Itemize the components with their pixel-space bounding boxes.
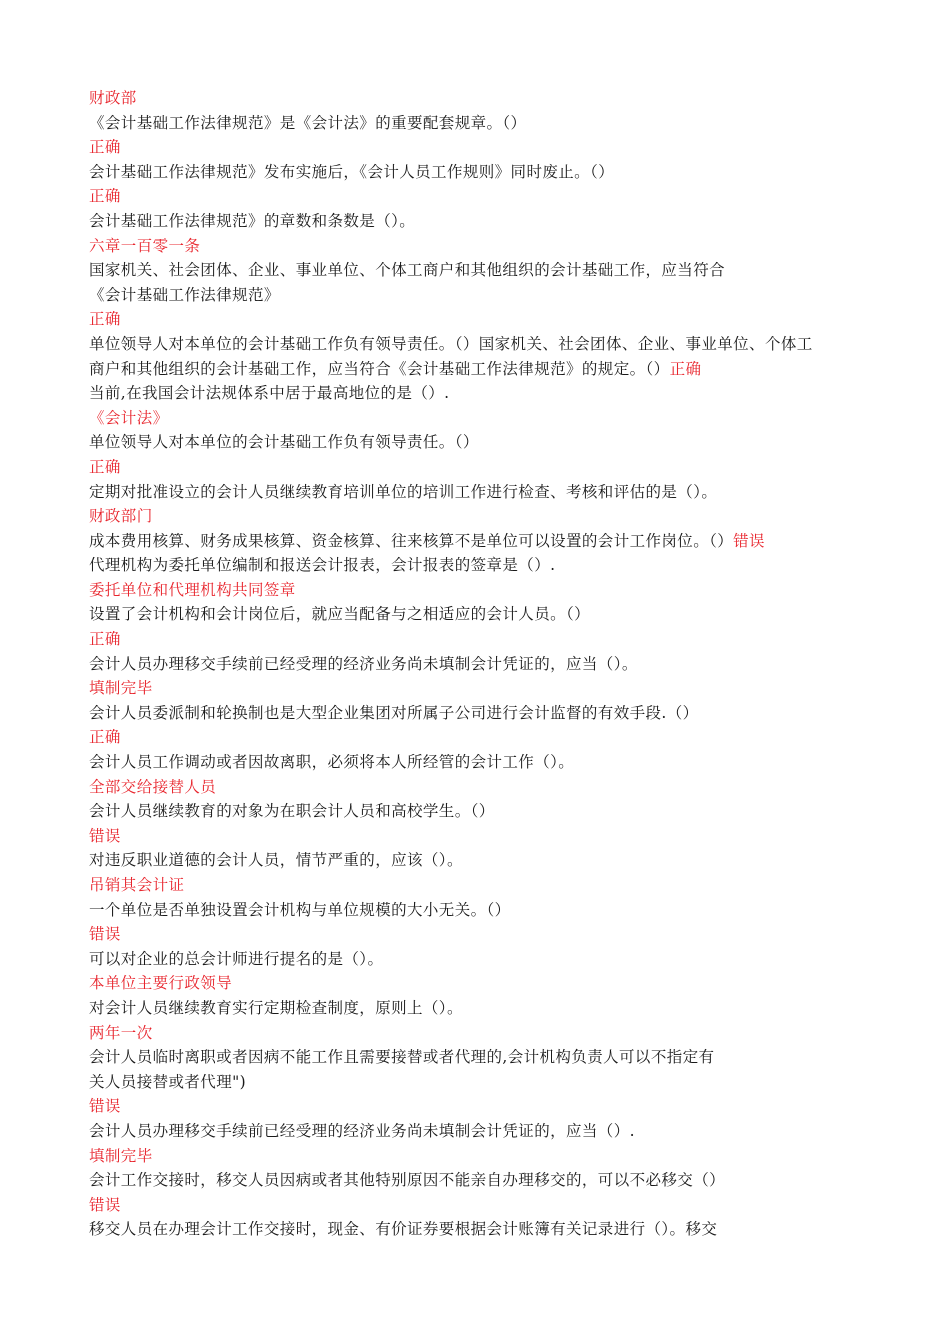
- question-line: 可以对企业的总会计师进行提名的是（）。: [89, 949, 384, 968]
- question-line: 关人员接替或者代理"): [89, 1072, 247, 1091]
- question-line: 《会计基础工作法律规范》: [89, 285, 280, 304]
- answer-line: 错误: [89, 1195, 121, 1214]
- question-line: 会计人员办理移交手续前已经受理的经济业务尚未填制会计凭证的，应当（）。: [89, 654, 638, 673]
- answer-line: 正确: [89, 630, 121, 649]
- question-text: 商户和其他组织的会计基础工作，应当符合《会计基础工作法律规范》的规定。（）: [89, 359, 670, 378]
- answer-line: 填制完毕: [89, 1146, 153, 1165]
- answer-line: 《会计法》: [89, 408, 169, 427]
- answer-line: 吊销其会计证: [89, 876, 185, 894]
- mixed-line: [89, 357, 879, 382]
- question-line: 会计基础工作法律规范》的章数和条数是（）。: [89, 211, 416, 230]
- answer-line: 两年一次: [89, 1023, 153, 1042]
- answer-line: 正确: [89, 457, 121, 476]
- question-line: 当前,在我国会计法规体系中居于最高地位的是（）.: [89, 384, 450, 403]
- question-line: 会计人员工作调动或者因故离职，必须将本人所经管的会计工作（）。: [89, 753, 575, 772]
- inline-answer: 正确: [669, 359, 702, 378]
- question-line: 会计人员委派制和轮换制也是大型企业集团对所属子公司进行会计监督的有效手段.（）: [89, 703, 699, 722]
- answer-line: 正确: [89, 310, 121, 329]
- answer-line: 委托单位和代理机构共同签章: [89, 580, 296, 599]
- answer-line: 正确: [89, 728, 121, 747]
- answer-line: 财政部门: [89, 507, 153, 526]
- answer-line: 六章一百零一条: [89, 236, 201, 255]
- answer-line: 错误: [89, 925, 121, 944]
- answer-line: 错误: [89, 826, 121, 845]
- answer-line: 错误: [89, 1097, 121, 1116]
- question-line: 会计工作交接时，移交人员因病或者其他特别原因不能亲自办理移交的，可以不必移交（）: [89, 1171, 726, 1190]
- question-line: 单位领导人对本单位的会计基础工作负有领导责任。（）: [89, 433, 479, 452]
- question-line: 定期对批准设立的会计人员继续教育培训单位的培训工作进行检查、考核和评估的是（）。: [89, 482, 718, 501]
- inline-answer: 错误: [733, 531, 765, 550]
- question-line: 移交人员在办理会计工作交接时，现金、有价证券要根据会计账簿有关记录进行（）。移交: [89, 1220, 718, 1239]
- question-line: 会计基础工作法律规范》发布实施后，《会计人员工作规则》同时废止。（）: [89, 162, 615, 181]
- question-line: 设置了会计机构和会计岗位后，就应当配备与之相适应的会计人员。（）: [89, 605, 591, 624]
- question-line: 对会计人员继续教育实行定期检查制度，原则上（）。: [89, 998, 463, 1017]
- question-line: 会计人员继续教育的对象为在职会计人员和高校学生。（）: [89, 802, 495, 821]
- question-line: 一个单位是否单独设置会计机构与单位规模的大小无关。（）: [89, 900, 511, 919]
- question-line: 单位领导人对本单位的会计基础工作负有领导责任。（）国家机关、社会团体、企业、事业单位、个体工: [89, 334, 813, 353]
- question-line: 代理机构为委托单位编制和报送会计报表，会计报表的签章是（）.: [89, 556, 556, 575]
- answer-line: 正确: [89, 187, 121, 206]
- answer-line: 正确: [89, 138, 121, 157]
- question-line: 会计人员办理移交手续前已经受理的经济业务尚未填制会计凭证的，应当（）.: [89, 1121, 635, 1140]
- question-line: 对违反职业道德的会计人员，情节严重的，应该（）。: [89, 851, 463, 870]
- answer-line: 全部交给接替人员: [89, 777, 217, 796]
- question-line: 会计人员临时离职或者因病不能工作且需要接替或者代理的,会计机构负责人可以不指定有: [89, 1048, 715, 1067]
- answer-line: 财政部: [89, 89, 137, 107]
- answer-line: 填制完毕: [89, 679, 153, 698]
- answer-line: 本单位主要行政领导: [89, 974, 233, 993]
- document-page: [89, 86, 879, 1242]
- question-text: 成本费用核算、财务成果核算、资金核算、往来核算不是单位可以设置的会计工作岗位。（）: [89, 531, 734, 550]
- mixed-line: [89, 529, 879, 554]
- question-line: 《会计基础工作法律规范》是《会计法》的重要配套规章。（）: [89, 113, 527, 132]
- question-line: 国家机关、社会团体、企业、事业单位、个体工商户和其他组织的会计基础工作，应当符合: [89, 261, 726, 280]
